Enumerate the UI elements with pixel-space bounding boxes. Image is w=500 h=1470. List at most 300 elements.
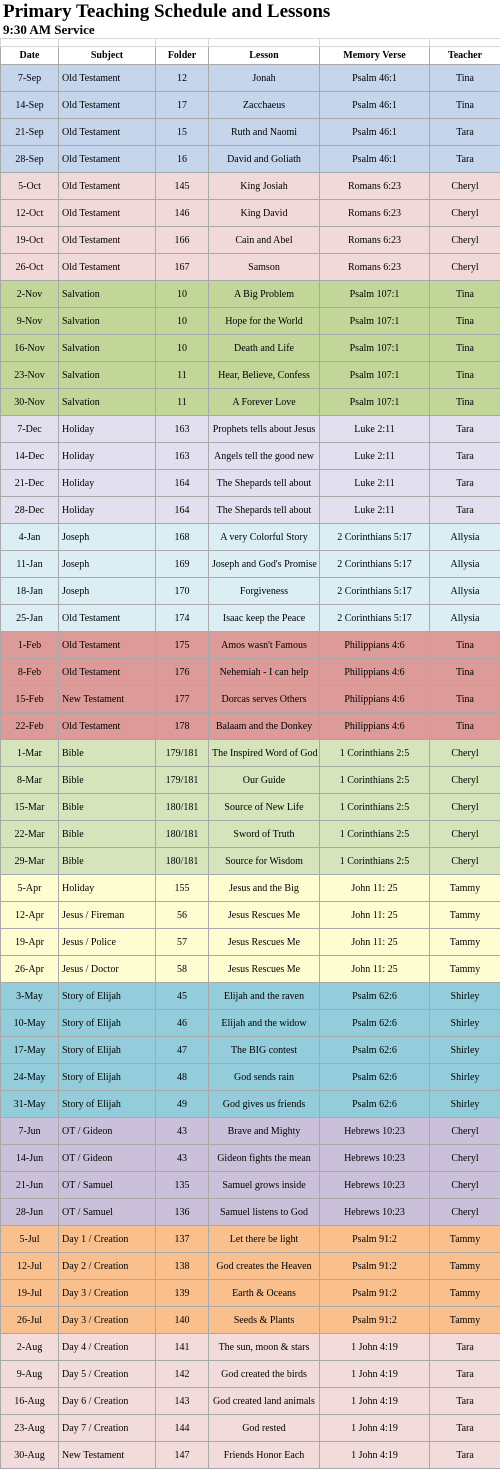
cell-subject: OT / Samuel — [59, 1172, 156, 1199]
cell-teacher: Tina — [430, 659, 500, 686]
table-row — [1, 65, 500, 92]
cell-lesson: David and Goliath — [209, 146, 320, 173]
cell-memory-verse: Psalm 46:1 — [320, 119, 430, 146]
cell-subject: Day 5 / Creation — [59, 1361, 156, 1388]
table-row — [1, 1415, 500, 1442]
cell-memory-verse: Romans 6:23 — [320, 200, 430, 227]
cell-date: 9-Aug — [1, 1361, 59, 1388]
cell-lesson: Elijah and the widow — [209, 1010, 320, 1037]
cell-date: 12-Oct — [1, 200, 59, 227]
cell-teacher: Tara — [430, 1388, 500, 1415]
cell-folder: 10 — [156, 281, 209, 308]
cell-folder: 163 — [156, 416, 209, 443]
cell-date: 14-Sep — [1, 92, 59, 119]
cell-date: 31-May — [1, 1091, 59, 1118]
cell-subject: Jesus / Fireman — [59, 902, 156, 929]
cell-memory-verse: Psalm 91:2 — [320, 1226, 430, 1253]
cell-subject: Old Testament — [59, 659, 156, 686]
cell-memory-verse: 1 John 4:19 — [320, 1361, 430, 1388]
table-row — [1, 902, 500, 929]
cell-memory-verse: Psalm 91:2 — [320, 1307, 430, 1334]
cell-folder: 140 — [156, 1307, 209, 1334]
cell-teacher: Tammy — [430, 929, 500, 956]
cell-teacher: Tammy — [430, 902, 500, 929]
cell-date: 28-Sep — [1, 146, 59, 173]
cell-folder: 180/181 — [156, 848, 209, 875]
cell-subject: Day 7 / Creation — [59, 1415, 156, 1442]
cell-folder: 147 — [156, 1442, 209, 1469]
cell-memory-verse: Psalm 107:1 — [320, 308, 430, 335]
cell-teacher: Tina — [430, 389, 500, 416]
table-row — [1, 1037, 500, 1064]
table-row — [1, 92, 500, 119]
cell-subject: Bible — [59, 767, 156, 794]
table-row — [1, 767, 500, 794]
cell-date: 19-Oct — [1, 227, 59, 254]
table-row — [1, 1280, 500, 1307]
schedule-body — [1, 65, 500, 1469]
cell-memory-verse: Psalm 62:6 — [320, 983, 430, 1010]
cell-folder: 164 — [156, 497, 209, 524]
cell-subject: Holiday — [59, 416, 156, 443]
cell-date: 5-Apr — [1, 875, 59, 902]
cell-lesson: Cain and Abel — [209, 227, 320, 254]
table-row — [1, 470, 500, 497]
cell-date: 7-Jun — [1, 1118, 59, 1145]
cell-lesson: Elijah and the raven — [209, 983, 320, 1010]
cell-lesson: Prophets tells about Jesus — [209, 416, 320, 443]
cell-lesson: King David — [209, 200, 320, 227]
cell-memory-verse: Hebrews 10:23 — [320, 1145, 430, 1172]
cell-teacher: Tara — [430, 497, 500, 524]
cell-folder: 180/181 — [156, 821, 209, 848]
table-row — [1, 551, 500, 578]
cell-lesson: God created land animals — [209, 1388, 320, 1415]
cell-subject: New Testament — [59, 686, 156, 713]
cell-date: 30-Nov — [1, 389, 59, 416]
cell-date: 22-Feb — [1, 713, 59, 740]
cell-lesson: God gives us friends — [209, 1091, 320, 1118]
cell-memory-verse: Psalm 62:6 — [320, 1064, 430, 1091]
cell-lesson: Our Guide — [209, 767, 320, 794]
cell-subject: Joseph — [59, 578, 156, 605]
cell-date: 21-Sep — [1, 119, 59, 146]
cell-subject: Old Testament — [59, 92, 156, 119]
cell-folder: 178 — [156, 713, 209, 740]
cell-folder: 17 — [156, 92, 209, 119]
header-row — [1, 47, 500, 65]
cell-teacher: Cheryl — [430, 200, 500, 227]
cell-lesson: Samuel listens to God — [209, 1199, 320, 1226]
cell-subject: Story of Elijah — [59, 1037, 156, 1064]
cell-lesson: The Shepards tell about — [209, 470, 320, 497]
cell-folder: 169 — [156, 551, 209, 578]
cell-subject: Story of Elijah — [59, 1064, 156, 1091]
cell-lesson: God sends rain — [209, 1064, 320, 1091]
cell-teacher: Tammy — [430, 956, 500, 983]
cell-teacher: Tara — [430, 146, 500, 173]
cell-memory-verse: Psalm 91:2 — [320, 1253, 430, 1280]
cell-date: 30-Aug — [1, 1442, 59, 1469]
cell-subject: Old Testament — [59, 200, 156, 227]
cell-date: 12-Jul — [1, 1253, 59, 1280]
cell-subject: Old Testament — [59, 173, 156, 200]
table-row — [1, 605, 500, 632]
schedule-table — [0, 38, 500, 1469]
cell-teacher: Tina — [430, 335, 500, 362]
table-row — [1, 1253, 500, 1280]
cell-subject: New Testament — [59, 1442, 156, 1469]
cell-date: 22-Mar — [1, 821, 59, 848]
cell-folder: 175 — [156, 632, 209, 659]
cell-memory-verse: Psalm 46:1 — [320, 65, 430, 92]
cell-date: 14-Jun — [1, 1145, 59, 1172]
cell-subject: Old Testament — [59, 605, 156, 632]
cell-lesson: Jesus Rescues Me — [209, 902, 320, 929]
cell-subject: Joseph — [59, 551, 156, 578]
cell-folder: 48 — [156, 1064, 209, 1091]
cell-subject: Old Testament — [59, 146, 156, 173]
cell-memory-verse: Psalm 46:1 — [320, 146, 430, 173]
cell-teacher: Tina — [430, 362, 500, 389]
cell-subject: Holiday — [59, 470, 156, 497]
table-row — [1, 335, 500, 362]
cell-folder: 47 — [156, 1037, 209, 1064]
cell-folder: 163 — [156, 443, 209, 470]
cell-teacher: Tara — [430, 1361, 500, 1388]
cell-lesson: The Shepards tell about — [209, 497, 320, 524]
table-row — [1, 686, 500, 713]
cell-lesson: Joseph and God's Promise — [209, 551, 320, 578]
cell-date: 7-Dec — [1, 416, 59, 443]
table-row — [1, 929, 500, 956]
cell-lesson: Sword of Truth — [209, 821, 320, 848]
cell-teacher: Allysia — [430, 578, 500, 605]
cell-memory-verse: 1 Corinthians 2:5 — [320, 740, 430, 767]
cell-teacher: Tina — [430, 308, 500, 335]
cell-memory-verse: 1 Corinthians 2:5 — [320, 821, 430, 848]
cell-teacher: Shirley — [430, 983, 500, 1010]
cell-date: 26-Jul — [1, 1307, 59, 1334]
cell-teacher: Tara — [430, 1415, 500, 1442]
cell-folder: 170 — [156, 578, 209, 605]
cell-folder: 174 — [156, 605, 209, 632]
cell-teacher: Shirley — [430, 1010, 500, 1037]
cell-memory-verse: 1 John 4:19 — [320, 1415, 430, 1442]
cell-folder: 15 — [156, 119, 209, 146]
table-row — [1, 956, 500, 983]
cell-folder: 43 — [156, 1118, 209, 1145]
cell-date: 29-Mar — [1, 848, 59, 875]
cell-memory-verse: 2 Corinthians 5:17 — [320, 524, 430, 551]
cell-date: 7-Sep — [1, 65, 59, 92]
header-lesson: Lesson — [209, 47, 320, 65]
cell-folder: 45 — [156, 983, 209, 1010]
cell-subject: OT / Gideon — [59, 1145, 156, 1172]
cell-date: 8-Feb — [1, 659, 59, 686]
cell-folder: 155 — [156, 875, 209, 902]
cell-memory-verse: Philippians 4:6 — [320, 713, 430, 740]
service-subtitle: 9:30 AM Service — [3, 22, 95, 37]
table-row — [1, 497, 500, 524]
cell-teacher: Allysia — [430, 551, 500, 578]
cell-teacher: Shirley — [430, 1091, 500, 1118]
cell-folder: 179/181 — [156, 767, 209, 794]
cell-memory-verse: Psalm 107:1 — [320, 335, 430, 362]
table-row — [1, 389, 500, 416]
cell-teacher: Cheryl — [430, 794, 500, 821]
cell-memory-verse: 1 John 4:19 — [320, 1388, 430, 1415]
cell-folder: 10 — [156, 335, 209, 362]
cell-folder: 166 — [156, 227, 209, 254]
cell-subject: Old Testament — [59, 632, 156, 659]
cell-memory-verse: Philippians 4:6 — [320, 686, 430, 713]
cell-folder: 56 — [156, 902, 209, 929]
table-row — [1, 200, 500, 227]
cell-memory-verse: John 11: 25 — [320, 902, 430, 929]
cell-lesson: Ruth and Naomi — [209, 119, 320, 146]
cell-subject: Day 4 / Creation — [59, 1334, 156, 1361]
spacer-row — [1, 39, 500, 47]
table-row — [1, 254, 500, 281]
cell-folder: 167 — [156, 254, 209, 281]
cell-subject: Bible — [59, 821, 156, 848]
cell-teacher: Cheryl — [430, 1145, 500, 1172]
cell-date: 19-Jul — [1, 1280, 59, 1307]
cell-date: 4-Jan — [1, 524, 59, 551]
cell-date: 8-Mar — [1, 767, 59, 794]
cell-memory-verse: 1 John 4:19 — [320, 1334, 430, 1361]
cell-teacher: Cheryl — [430, 1172, 500, 1199]
cell-lesson: The Inspired Word of God — [209, 740, 320, 767]
table-row — [1, 1010, 500, 1037]
cell-subject: Bible — [59, 794, 156, 821]
cell-memory-verse: Hebrews 10:23 — [320, 1118, 430, 1145]
table-row — [1, 173, 500, 200]
cell-subject: Day 3 / Creation — [59, 1307, 156, 1334]
cell-date: 19-Apr — [1, 929, 59, 956]
table-row — [1, 1361, 500, 1388]
header-folder: Folder — [156, 47, 209, 65]
cell-memory-verse: Romans 6:23 — [320, 254, 430, 281]
cell-lesson: Let there be light — [209, 1226, 320, 1253]
header-date: Date — [1, 47, 59, 65]
cell-lesson: Samuel grows inside — [209, 1172, 320, 1199]
cell-memory-verse: Philippians 4:6 — [320, 632, 430, 659]
cell-lesson: Hope for the World — [209, 308, 320, 335]
cell-date: 23-Nov — [1, 362, 59, 389]
cell-lesson: Seeds & Plants — [209, 1307, 320, 1334]
cell-lesson: The sun, moon & stars — [209, 1334, 320, 1361]
table-row — [1, 821, 500, 848]
cell-subject: Day 6 / Creation — [59, 1388, 156, 1415]
cell-subject: Salvation — [59, 362, 156, 389]
cell-folder: 43 — [156, 1145, 209, 1172]
table-row — [1, 1118, 500, 1145]
cell-lesson: Jesus Rescues Me — [209, 929, 320, 956]
cell-lesson: Source for Wisdom — [209, 848, 320, 875]
cell-date: 26-Apr — [1, 956, 59, 983]
cell-teacher: Tammy — [430, 875, 500, 902]
cell-subject: Old Testament — [59, 254, 156, 281]
cell-memory-verse: 1 Corinthians 2:5 — [320, 794, 430, 821]
cell-memory-verse: Hebrews 10:23 — [320, 1172, 430, 1199]
cell-date: 16-Nov — [1, 335, 59, 362]
cell-folder: 179/181 — [156, 740, 209, 767]
cell-folder: 11 — [156, 362, 209, 389]
cell-teacher: Tara — [430, 1334, 500, 1361]
cell-teacher: Cheryl — [430, 173, 500, 200]
cell-memory-verse: 2 Corinthians 5:17 — [320, 551, 430, 578]
cell-lesson: Dorcas serves Others — [209, 686, 320, 713]
cell-subject: Bible — [59, 740, 156, 767]
cell-subject: Old Testament — [59, 713, 156, 740]
cell-lesson: God rested — [209, 1415, 320, 1442]
cell-teacher: Allysia — [430, 524, 500, 551]
table-row — [1, 1442, 500, 1469]
cell-folder: 143 — [156, 1388, 209, 1415]
table-row — [1, 713, 500, 740]
cell-teacher: Tina — [430, 65, 500, 92]
cell-memory-verse: Luke 2:11 — [320, 416, 430, 443]
table-row — [1, 1091, 500, 1118]
header-subject: Subject — [59, 47, 156, 65]
cell-memory-verse: Luke 2:11 — [320, 497, 430, 524]
cell-date: 23-Aug — [1, 1415, 59, 1442]
cell-lesson: Nehemiah - I can help — [209, 659, 320, 686]
cell-lesson: A Big Problem — [209, 281, 320, 308]
cell-date: 12-Apr — [1, 902, 59, 929]
cell-subject: Old Testament — [59, 119, 156, 146]
cell-lesson: King Josiah — [209, 173, 320, 200]
cell-teacher: Tina — [430, 281, 500, 308]
cell-teacher: Tara — [430, 416, 500, 443]
table-row — [1, 1199, 500, 1226]
table-row — [1, 578, 500, 605]
cell-teacher: Tara — [430, 1442, 500, 1469]
cell-subject: Day 2 / Creation — [59, 1253, 156, 1280]
header-teacher: Teacher — [430, 47, 500, 65]
cell-memory-verse: Luke 2:11 — [320, 470, 430, 497]
cell-memory-verse: Psalm 107:1 — [320, 281, 430, 308]
cell-subject: Story of Elijah — [59, 1091, 156, 1118]
table-row — [1, 983, 500, 1010]
table-row — [1, 443, 500, 470]
cell-subject: OT / Gideon — [59, 1118, 156, 1145]
cell-folder: 139 — [156, 1280, 209, 1307]
cell-memory-verse: Psalm 62:6 — [320, 1091, 430, 1118]
cell-date: 28-Jun — [1, 1199, 59, 1226]
cell-date: 15-Mar — [1, 794, 59, 821]
cell-folder: 145 — [156, 173, 209, 200]
cell-subject: Jesus / Police — [59, 929, 156, 956]
cell-lesson: God created the birds — [209, 1361, 320, 1388]
cell-subject: Holiday — [59, 443, 156, 470]
cell-folder: 141 — [156, 1334, 209, 1361]
cell-date: 14-Dec — [1, 443, 59, 470]
cell-subject: OT / Samuel — [59, 1199, 156, 1226]
cell-memory-verse: Philippians 4:6 — [320, 659, 430, 686]
cell-date: 17-May — [1, 1037, 59, 1064]
cell-memory-verse: Psalm 46:1 — [320, 92, 430, 119]
cell-date: 2-Nov — [1, 281, 59, 308]
cell-folder: 46 — [156, 1010, 209, 1037]
cell-subject: Day 1 / Creation — [59, 1226, 156, 1253]
cell-subject: Joseph — [59, 524, 156, 551]
cell-folder: 16 — [156, 146, 209, 173]
cell-lesson: Jonah — [209, 65, 320, 92]
cell-memory-verse: Psalm 91:2 — [320, 1280, 430, 1307]
cell-subject: Salvation — [59, 335, 156, 362]
cell-folder: 168 — [156, 524, 209, 551]
cell-lesson: Gideon fights the mean — [209, 1145, 320, 1172]
cell-memory-verse: Psalm 62:6 — [320, 1037, 430, 1064]
cell-memory-verse: Psalm 107:1 — [320, 362, 430, 389]
cell-date: 21-Dec — [1, 470, 59, 497]
table-row — [1, 362, 500, 389]
cell-lesson: Death and Life — [209, 335, 320, 362]
table-row — [1, 1172, 500, 1199]
cell-date: 9-Nov — [1, 308, 59, 335]
cell-teacher: Shirley — [430, 1037, 500, 1064]
cell-lesson: Angels tell the good new — [209, 443, 320, 470]
cell-lesson: A very Colorful Story — [209, 524, 320, 551]
table-row — [1, 524, 500, 551]
cell-memory-verse: John 11: 25 — [320, 929, 430, 956]
cell-lesson: Isaac keep the Peace — [209, 605, 320, 632]
cell-folder: 136 — [156, 1199, 209, 1226]
cell-memory-verse: Psalm 62:6 — [320, 1010, 430, 1037]
cell-lesson: Hear, Believe, Confess — [209, 362, 320, 389]
cell-date: 1-Mar — [1, 740, 59, 767]
cell-subject: Salvation — [59, 308, 156, 335]
cell-date: 11-Jan — [1, 551, 59, 578]
table-row — [1, 632, 500, 659]
cell-date: 18-Jan — [1, 578, 59, 605]
table-row — [1, 1226, 500, 1253]
cell-subject: Salvation — [59, 389, 156, 416]
cell-teacher: Cheryl — [430, 848, 500, 875]
cell-lesson: A Forever Love — [209, 389, 320, 416]
cell-memory-verse: 1 John 4:19 — [320, 1442, 430, 1469]
cell-lesson: Samson — [209, 254, 320, 281]
cell-lesson: Earth & Oceans — [209, 1280, 320, 1307]
table-row — [1, 659, 500, 686]
page-title: Primary Teaching Schedule and Lessons — [3, 1, 331, 22]
cell-memory-verse: 1 Corinthians 2:5 — [320, 848, 430, 875]
table-row — [1, 1334, 500, 1361]
cell-subject: Day 3 / Creation — [59, 1280, 156, 1307]
cell-memory-verse: Psalm 107:1 — [320, 389, 430, 416]
cell-teacher: Tammy — [430, 1226, 500, 1253]
cell-folder: 57 — [156, 929, 209, 956]
cell-folder: 142 — [156, 1361, 209, 1388]
cell-folder: 177 — [156, 686, 209, 713]
cell-date: 15-Feb — [1, 686, 59, 713]
cell-teacher: Cheryl — [430, 821, 500, 848]
table-row — [1, 1064, 500, 1091]
table-row — [1, 308, 500, 335]
cell-date: 25-Jan — [1, 605, 59, 632]
cell-folder: 49 — [156, 1091, 209, 1118]
cell-teacher: Tara — [430, 470, 500, 497]
cell-folder: 146 — [156, 200, 209, 227]
cell-folder: 176 — [156, 659, 209, 686]
table-row — [1, 740, 500, 767]
table-row — [1, 794, 500, 821]
table-row — [1, 1145, 500, 1172]
cell-memory-verse: John 11: 25 — [320, 956, 430, 983]
